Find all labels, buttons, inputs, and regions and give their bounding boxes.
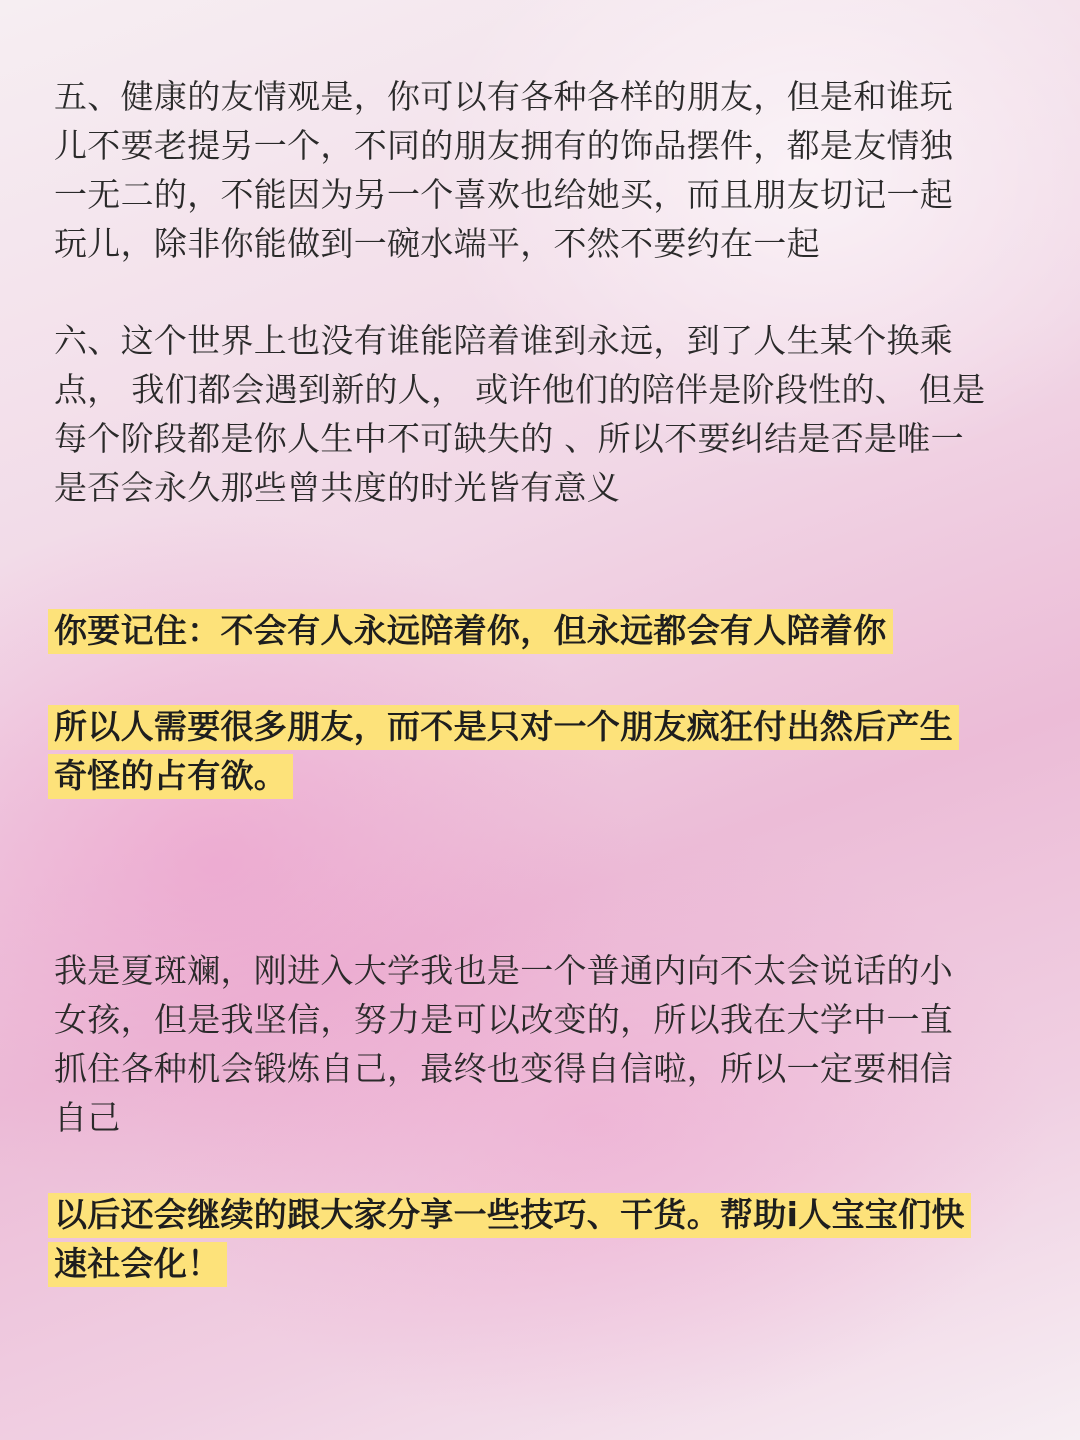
text-line: 五、健康的友情观是，你可以有各种各样的朋友，但是和谁玩	[54, 77, 954, 116]
highlight-line	[54, 702, 1034, 751]
text-line: 点， 我们都会遇到新的人， 或许他们的陪伴是阶段性的、 但是	[54, 370, 986, 409]
text-line: 儿不要老提另一个，不同的朋友拥有的饰品摆件，都是友情独	[54, 126, 954, 165]
text-line: 抓住各种机会锻炼自己，最终也变得自信啦，所以一定要相信	[54, 1049, 954, 1088]
paragraph-friendship-view	[54, 72, 1034, 268]
text-line: 我是夏斑斓，刚进入大学我也是一个普通内向不太会说话的小	[54, 951, 954, 990]
text-line: 是否会永久那些曾共度的时光皆有意义	[54, 468, 621, 507]
highlight-text: 速社会化！	[48, 1242, 227, 1287]
highlight-text: 以后还会继续的跟大家分享一些技巧、干货。帮助i人宝宝们快	[48, 1193, 971, 1238]
highlight-line	[54, 1239, 1034, 1288]
highlight-text: 你要记住：不会有人永远陪着你，但永远都会有人陪着你	[48, 609, 893, 654]
highlight-line	[54, 606, 1034, 655]
highlight-line	[54, 1190, 1034, 1239]
text-line: 每个阶段都是你人生中不可缺失的 、所以不要纠结是否是唯一	[54, 419, 964, 458]
text-line: 六、这个世界上也没有谁能陪着谁到永远，到了人生某个换乘	[54, 321, 954, 360]
highlight-future-sharing	[54, 1190, 1034, 1288]
paragraph-companionship	[54, 316, 1034, 512]
highlight-many-friends	[54, 702, 1034, 800]
text-line: 玩儿，除非你能做到一碗水端平，不然不要约在一起	[54, 224, 820, 263]
highlight-text: 所以人需要很多朋友，而不是只对一个朋友疯狂付出然后产生	[48, 705, 959, 750]
highlight-text: 奇怪的占有欲。	[48, 754, 293, 799]
paragraph-author-intro	[54, 946, 1034, 1142]
highlight-remember	[54, 606, 1034, 655]
text-line: 自己	[54, 1098, 121, 1137]
text-line: 女孩，但是我坚信，努力是可以改变的，所以我在大学中一直	[54, 1000, 954, 1039]
text-line: 一无二的，不能因为另一个喜欢也给她买，而且朋友切记一起	[54, 175, 954, 214]
highlight-line	[54, 751, 1034, 800]
